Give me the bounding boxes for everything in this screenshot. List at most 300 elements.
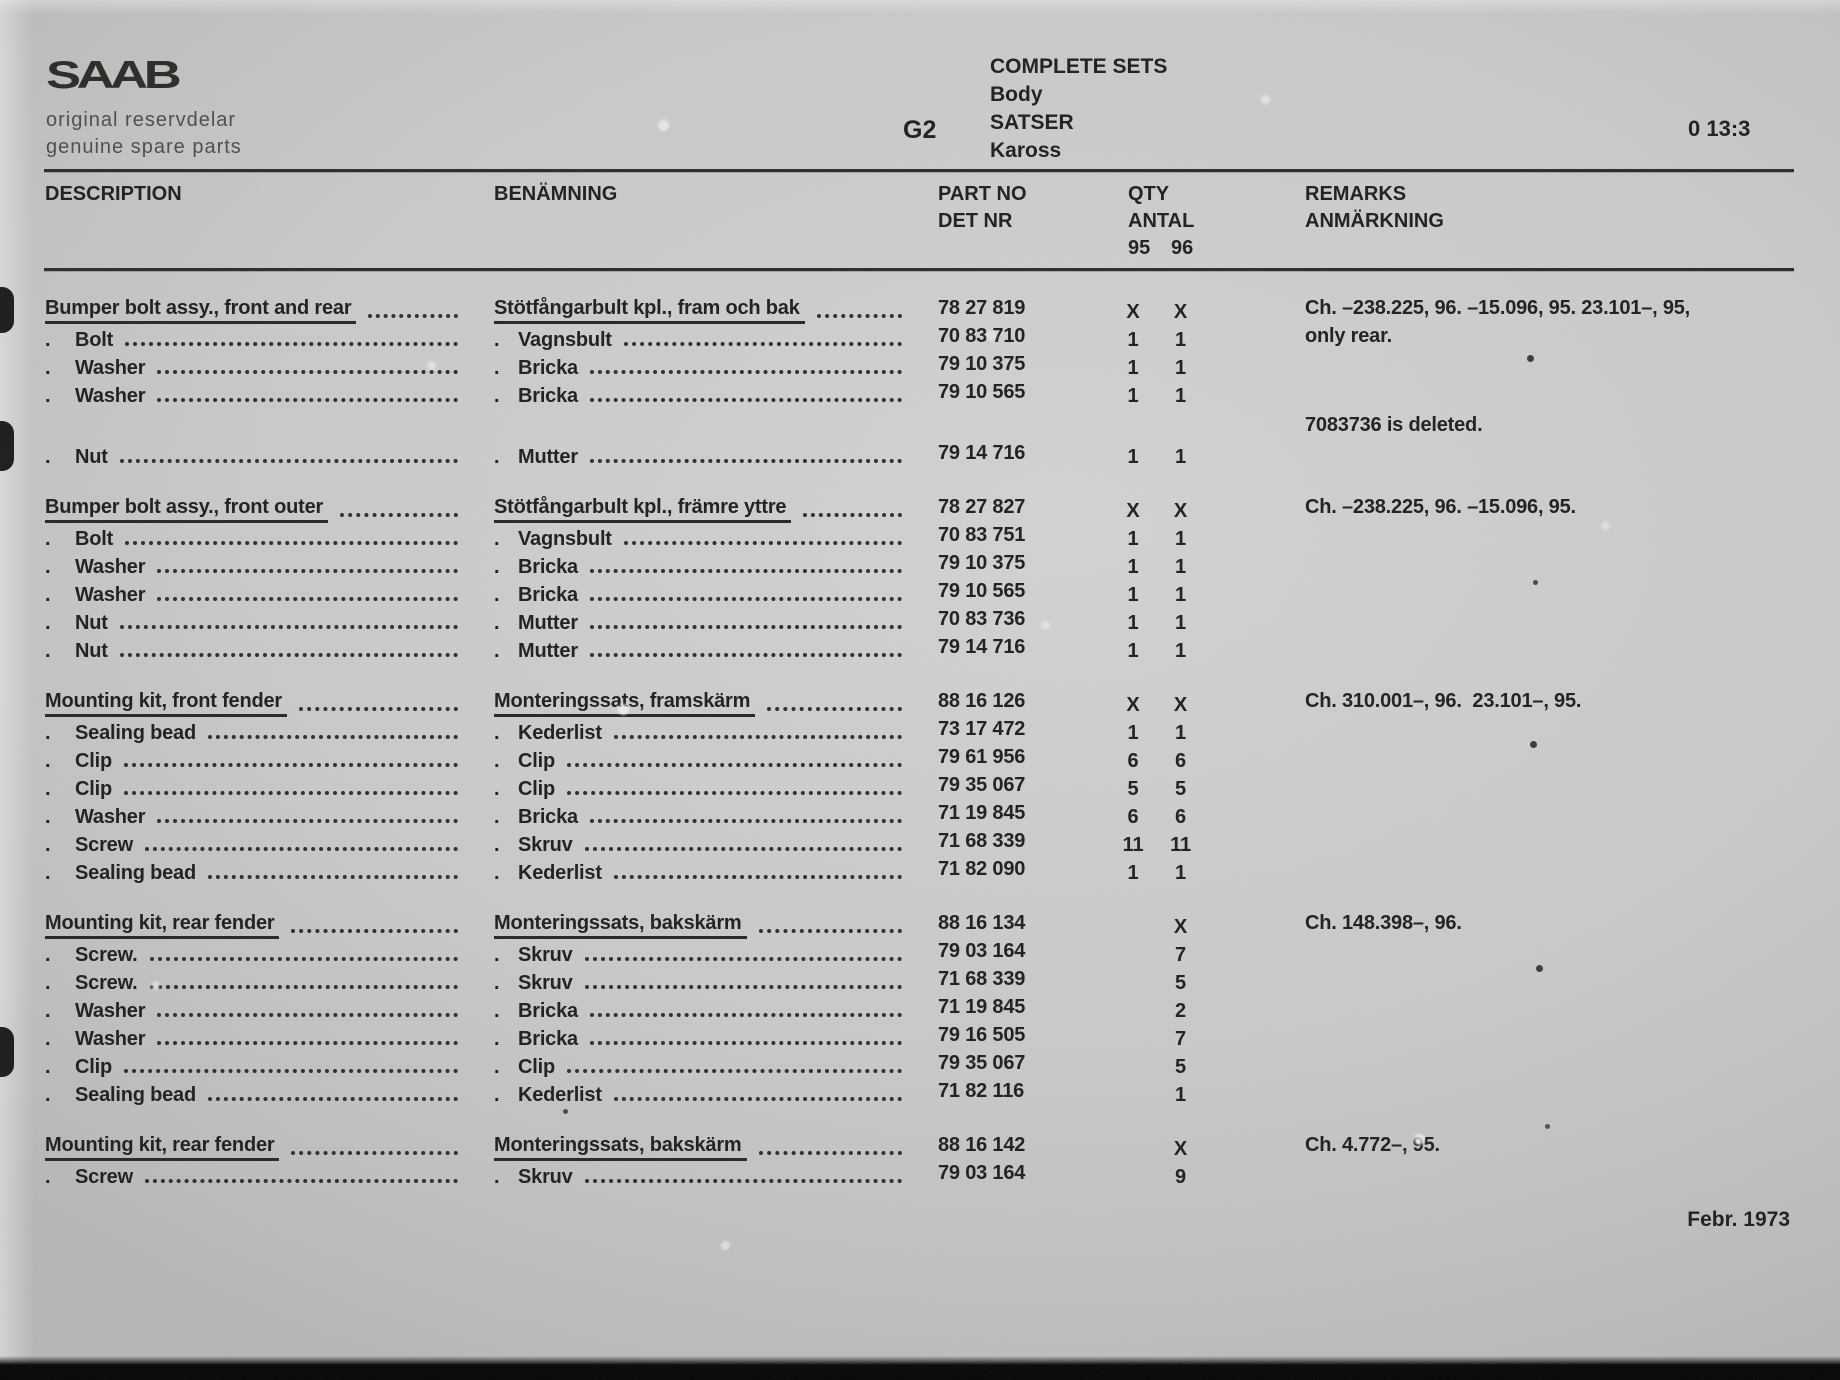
qty-95-cell	[1108, 1161, 1158, 1189]
item-row	[45, 441, 1795, 469]
parts-block	[45, 296, 1795, 469]
item-dot: .	[494, 640, 500, 662]
description-cell	[45, 324, 494, 352]
description-label: Clip	[75, 778, 112, 800]
col-year-96: 96	[1171, 237, 1194, 259]
col-benamning: BENÄMNING	[494, 183, 618, 205]
qty-95-cell: 1	[1127, 584, 1139, 606]
item-dot: .	[45, 806, 51, 828]
item-row	[45, 801, 1795, 829]
item-dot: .	[494, 357, 500, 379]
dot-leader	[124, 791, 458, 795]
qty-95-cell	[1108, 1079, 1158, 1107]
item-dot: .	[45, 556, 51, 578]
part-no-cell: 88 16 134	[938, 912, 1026, 934]
benamning-label: Monteringssats, bakskärm	[494, 911, 747, 939]
table-divider	[44, 268, 1794, 271]
benamning-cell	[494, 773, 938, 801]
qty-95-cell	[1108, 911, 1158, 939]
dot-leader	[157, 819, 458, 823]
qty-96-cell: 6	[1175, 750, 1186, 772]
dot-leader	[291, 1151, 458, 1155]
description-cell	[45, 829, 494, 857]
remarks-cell	[1203, 1161, 1795, 1189]
print-date: Febr. 1973	[1687, 1208, 1790, 1231]
item-row	[45, 352, 1795, 380]
description-label: Clip	[75, 750, 112, 772]
benamning-label: Clip	[518, 778, 555, 800]
description-cell	[45, 1161, 494, 1189]
benamning-label: Bricka	[518, 357, 578, 379]
qty-96-cell: 1	[1175, 1084, 1186, 1106]
set-row	[45, 1133, 1795, 1161]
item-dot: .	[45, 778, 51, 800]
dot-leader	[299, 707, 458, 711]
dot-leader	[157, 1041, 458, 1045]
dot-leader	[208, 735, 458, 739]
qty-96-cell: 7	[1175, 944, 1186, 966]
description-label: Mounting kit, rear fender	[45, 1133, 279, 1161]
remarks-cell	[1203, 801, 1795, 829]
title-sv: SATSER	[990, 111, 1074, 134]
benamning-label: Monteringssats, framskärm	[494, 689, 755, 717]
dot-leader	[145, 847, 458, 851]
scan-hole-mark	[0, 287, 14, 333]
dot-leader	[759, 1151, 902, 1155]
item-dot: .	[45, 1166, 51, 1188]
item-dot: .	[494, 778, 500, 800]
benamning-label: Bricka	[518, 556, 578, 578]
dot-leader	[157, 569, 458, 573]
dot-leader	[624, 342, 902, 346]
item-dot: .	[494, 1084, 500, 1106]
item-dot: .	[45, 972, 51, 994]
qty-96-cell: 5	[1175, 1056, 1186, 1078]
dot-leader	[157, 398, 458, 402]
benamning-cell	[494, 413, 938, 441]
benamning-cell	[494, 380, 938, 408]
benamning-label: Bricka	[518, 806, 578, 828]
part-no-cell: 73 17 472	[938, 718, 1026, 740]
description-label: Mounting kit, front fender	[45, 689, 287, 717]
dot-leader	[614, 875, 902, 879]
remarks-cell	[1203, 1079, 1795, 1107]
description-cell	[45, 352, 494, 380]
description-cell	[45, 579, 494, 607]
item-row	[45, 857, 1795, 885]
part-no-cell: 71 68 339	[938, 830, 1026, 852]
part-no-cell: 71 82 090	[938, 858, 1026, 880]
qty-95-cell: 1	[1127, 357, 1139, 379]
item-dot: .	[45, 862, 51, 884]
page-reference: 0 13:3	[1688, 116, 1751, 141]
scan-edge-strip	[0, 1356, 1840, 1380]
qty-96-cell: 9	[1175, 1166, 1186, 1188]
remarks-cell	[1203, 857, 1795, 885]
dot-leader	[767, 707, 902, 711]
description-cell	[45, 717, 494, 745]
item-dot: .	[494, 584, 500, 606]
item-row	[45, 635, 1795, 663]
part-no-cell: 79 10 565	[938, 580, 1026, 602]
item-dot: .	[494, 1166, 500, 1188]
dot-leader	[585, 1179, 902, 1183]
remarks-cell	[1203, 967, 1795, 995]
benamning-label: Kederlist	[518, 862, 602, 884]
col-description: DESCRIPTION	[45, 183, 182, 205]
qty-95-cell: 1	[1127, 385, 1139, 407]
dot-leader	[590, 819, 902, 823]
dot-leader	[120, 653, 458, 657]
item-dot: .	[45, 944, 51, 966]
benamning-cell	[494, 911, 938, 939]
qty-96-cell: 2	[1175, 1000, 1186, 1022]
benamning-cell	[494, 441, 938, 469]
part-no-cell: 79 03 164	[938, 1162, 1026, 1184]
dot-leader	[291, 929, 458, 933]
dot-leader	[759, 929, 902, 933]
col-part-no: PART NO	[938, 183, 1027, 205]
benamning-label: Mutter	[518, 640, 578, 662]
item-row	[45, 1079, 1795, 1107]
benamning-label: Skruv	[518, 1166, 573, 1188]
benamning-label: Mutter	[518, 446, 578, 468]
set-row	[45, 296, 1795, 324]
col-antal: ANTAL	[1128, 210, 1195, 232]
item-dot: .	[494, 722, 500, 744]
remarks-cell	[1203, 939, 1795, 967]
item-dot: .	[45, 612, 51, 634]
item-row	[45, 324, 1795, 352]
part-no-cell	[938, 413, 1108, 441]
description-label: Bumper bolt assy., front outer	[45, 495, 328, 523]
col-remarks: REMARKS	[1305, 183, 1407, 205]
benamning-cell	[494, 967, 938, 995]
page-title	[990, 53, 1167, 165]
qty-95-cell	[1108, 939, 1158, 967]
description-label: Washer	[75, 806, 146, 828]
item-dot: .	[45, 1028, 51, 1050]
remarks-cell	[1203, 717, 1795, 745]
set-row	[45, 689, 1795, 717]
qty-96-cell: 5	[1175, 778, 1186, 800]
qty-96-cell: 7	[1175, 1028, 1186, 1050]
description-cell	[45, 380, 494, 408]
dot-leader	[157, 370, 458, 374]
item-dot: .	[494, 1000, 500, 1022]
description-label: Washer	[75, 1028, 146, 1050]
qty-96-cell: 11	[1170, 834, 1191, 856]
description-cell	[45, 995, 494, 1023]
qty-96-cell: 1	[1175, 584, 1186, 606]
benamning-label: Skruv	[518, 972, 573, 994]
dot-leader	[368, 314, 458, 318]
item-dot: .	[45, 385, 51, 407]
dot-leader	[208, 1097, 458, 1101]
remarks-cell	[1203, 773, 1795, 801]
qty-95-cell: 6	[1127, 806, 1139, 828]
item-dot: .	[45, 446, 51, 468]
qty-96-cell: X	[1173, 301, 1188, 323]
parts-block	[45, 911, 1795, 1107]
description-cell	[45, 523, 494, 551]
dot-leader	[125, 342, 458, 346]
benamning-cell	[494, 939, 938, 967]
dot-leader	[590, 569, 902, 573]
dot-leader	[614, 735, 902, 739]
description-cell	[45, 773, 494, 801]
description-cell	[45, 551, 494, 579]
remarks-cell	[1203, 829, 1795, 857]
item-dot: .	[45, 528, 51, 550]
dot-leader	[590, 370, 902, 374]
description-cell	[45, 911, 494, 939]
benamning-cell	[494, 495, 938, 523]
item-dot: .	[494, 385, 500, 407]
description-cell	[45, 1133, 494, 1161]
description-label: Sealing bead	[75, 722, 196, 744]
benamning-cell	[494, 523, 938, 551]
dot-leader	[585, 957, 902, 961]
part-no-cell: 70 83 736	[938, 608, 1026, 630]
item-dot: .	[494, 1056, 500, 1078]
description-cell	[45, 689, 494, 717]
item-row	[45, 1023, 1795, 1051]
remarks-cell	[1203, 579, 1795, 607]
item-row	[45, 995, 1795, 1023]
part-no-cell: 71 19 845	[938, 996, 1026, 1018]
qty-95-cell: X	[1126, 301, 1140, 323]
description-label: Screw.	[75, 972, 138, 994]
remarks-cell	[1203, 380, 1795, 408]
item-dot: .	[494, 329, 500, 351]
description-cell	[45, 607, 494, 635]
dot-leader	[817, 314, 902, 318]
item-row	[45, 745, 1795, 773]
item-row	[45, 829, 1795, 857]
description-label: Sealing bead	[75, 862, 196, 884]
item-row	[45, 607, 1795, 635]
benamning-label: Skruv	[518, 834, 573, 856]
description-label: Washer	[75, 1000, 146, 1022]
qty-95-cell: 1	[1127, 640, 1139, 662]
item-row	[45, 579, 1795, 607]
scan-hole-mark	[0, 1027, 14, 1077]
benamning-label: Stötfångarbult kpl., fram och bak	[494, 296, 805, 324]
benamning-cell	[494, 1133, 938, 1161]
qty-96-cell: 5	[1175, 972, 1186, 994]
item-dot: .	[45, 834, 51, 856]
benamning-cell	[494, 745, 938, 773]
qty-95-cell: 1	[1127, 446, 1139, 468]
description-label: Washer	[75, 556, 146, 578]
qty-96-cell: 1	[1175, 357, 1186, 379]
qty-96-cell: X	[1173, 1138, 1188, 1160]
benamning-cell	[494, 801, 938, 829]
deleted-note-row	[45, 413, 1795, 441]
dot-leader	[590, 653, 902, 657]
saab-logo: SAAB	[46, 52, 178, 97]
part-no-cell: 79 10 375	[938, 552, 1026, 574]
item-dot: .	[494, 806, 500, 828]
dot-leader	[590, 1041, 902, 1045]
benamning-cell	[494, 1079, 938, 1107]
description-cell	[45, 801, 494, 829]
qty-96-cell: 1	[1175, 612, 1186, 634]
remarks-cell	[1203, 523, 1795, 551]
part-no-cell: 88 16 142	[938, 1134, 1026, 1156]
part-no-cell: 70 83 751	[938, 524, 1026, 546]
item-row	[45, 523, 1795, 551]
benamning-label: Skruv	[518, 944, 573, 966]
dot-leader	[590, 597, 902, 601]
qty-95-cell: X	[1126, 500, 1140, 522]
item-dot: .	[45, 1084, 51, 1106]
qty-95-cell: 5	[1127, 778, 1139, 800]
item-dot: .	[494, 944, 500, 966]
qty-96-cell: 1	[1175, 528, 1186, 550]
benamning-cell	[494, 607, 938, 635]
description-label: Clip	[75, 1056, 112, 1078]
benamning-label: Stötfångarbult kpl., främre yttre	[494, 495, 791, 523]
benamning-label: Clip	[518, 1056, 555, 1078]
scan-specks-light	[0, 0, 7, 7]
item-dot: .	[494, 1028, 500, 1050]
benamning-cell	[494, 717, 938, 745]
benamning-cell	[494, 829, 938, 857]
qty-96-cell	[1158, 413, 1203, 441]
set-row	[45, 911, 1795, 939]
column-headers	[45, 181, 1795, 262]
item-row	[45, 939, 1795, 967]
dot-leader	[590, 459, 902, 463]
part-no-cell: 71 68 339	[938, 968, 1026, 990]
qty-95-cell	[1108, 995, 1158, 1023]
item-dot: .	[494, 612, 500, 634]
part-no-cell: 88 16 126	[938, 690, 1026, 712]
dot-leader	[150, 957, 458, 961]
description-label: Washer	[75, 385, 146, 407]
part-no-cell: 79 14 716	[938, 636, 1026, 658]
qty-96-cell: 1	[1175, 640, 1186, 662]
dot-leader	[340, 513, 458, 517]
title-en: COMPLETE SETS	[990, 55, 1168, 78]
qty-95-cell: 6	[1127, 750, 1139, 772]
item-row	[45, 1161, 1795, 1189]
item-dot: .	[45, 357, 51, 379]
item-dot: .	[45, 640, 51, 662]
description-cell	[45, 635, 494, 663]
benamning-label: Monteringssats, bakskärm	[494, 1133, 747, 1161]
description-label: Bolt	[75, 329, 114, 351]
item-dot: .	[494, 556, 500, 578]
part-no-cell: 79 03 164	[938, 940, 1026, 962]
benamning-cell	[494, 579, 938, 607]
qty-96-cell: X	[1173, 916, 1188, 938]
benamning-cell	[494, 995, 938, 1023]
part-no-cell: 78 27 827	[938, 496, 1026, 518]
brand-tagline-en: genuine spare parts	[46, 136, 242, 158]
remarks-cell: only rear.	[1305, 325, 1392, 347]
remarks-cell: Ch. 4.772–, 95.	[1305, 1134, 1440, 1156]
description-label: Nut	[75, 446, 108, 468]
benamning-label: Vagnsbult	[518, 528, 612, 550]
description-cell	[45, 495, 494, 523]
description-cell	[45, 939, 494, 967]
benamning-label: Bricka	[518, 385, 578, 407]
benamning-cell	[494, 551, 938, 579]
parts-block	[45, 495, 1795, 663]
scan-hole-mark	[0, 421, 14, 471]
description-label: Screw	[75, 1166, 133, 1188]
qty-96-cell: 1	[1175, 556, 1186, 578]
qty-95-cell: 1	[1127, 862, 1139, 884]
remarks-cell	[1203, 551, 1795, 579]
benamning-cell	[494, 296, 938, 324]
remarks-cell: Ch. 310.001–, 96. 23.101–, 95.	[1305, 690, 1582, 712]
col-det-nr: DET NR	[938, 210, 1013, 232]
dot-leader	[120, 459, 458, 463]
description-cell	[45, 413, 494, 441]
header-divider	[44, 169, 1794, 172]
set-row	[45, 495, 1795, 523]
col-anmarkning: ANMÄRKNING	[1305, 210, 1444, 232]
description-label: Washer	[75, 584, 146, 606]
item-dot: .	[45, 1000, 51, 1022]
item-dot: .	[45, 329, 51, 351]
qty-96-cell: 1	[1175, 446, 1186, 468]
benamning-label: Mutter	[518, 612, 578, 634]
benamning-cell	[494, 1051, 938, 1079]
part-no-cell: 79 14 716	[938, 442, 1026, 464]
remarks-cell	[1203, 745, 1795, 773]
qty-95-cell: 11	[1122, 834, 1144, 856]
remarks-cell: Ch. 148.398–, 96.	[1305, 912, 1462, 934]
qty-96-cell: 6	[1175, 806, 1186, 828]
item-dot: .	[494, 528, 500, 550]
remarks-cell: Ch. –238.225, 96. –15.096, 95. 23.101–, 95,	[1305, 297, 1691, 319]
description-cell	[45, 296, 494, 324]
item-dot: .	[45, 1056, 51, 1078]
benamning-label: Clip	[518, 750, 555, 772]
part-no-cell: 70 83 710	[938, 325, 1026, 347]
dot-leader	[157, 597, 458, 601]
item-dot: .	[45, 584, 51, 606]
subtitle-en: Body	[990, 83, 1043, 106]
qty-95-cell: 1	[1127, 528, 1139, 550]
item-row	[45, 967, 1795, 995]
description-label: Bolt	[75, 528, 114, 550]
group-code: G2	[903, 116, 937, 144]
parts-table	[45, 296, 1795, 1189]
qty-95-cell	[1108, 1023, 1158, 1051]
description-cell	[45, 745, 494, 773]
dot-leader	[125, 541, 458, 545]
item-dot: .	[45, 750, 51, 772]
benamning-label: Kederlist	[518, 722, 602, 744]
qty-96-cell: 1	[1175, 862, 1186, 884]
qty-95-cell	[1108, 1051, 1158, 1079]
description-cell	[45, 857, 494, 885]
qty-96-cell: X	[1173, 500, 1188, 522]
part-no-cell: 79 35 067	[938, 774, 1026, 796]
item-row	[45, 1051, 1795, 1079]
qty-95-cell: 1	[1127, 329, 1139, 351]
qty-95-cell	[1108, 413, 1158, 441]
benamning-cell	[494, 1161, 938, 1189]
description-cell	[45, 1079, 494, 1107]
dot-leader	[157, 1013, 458, 1017]
